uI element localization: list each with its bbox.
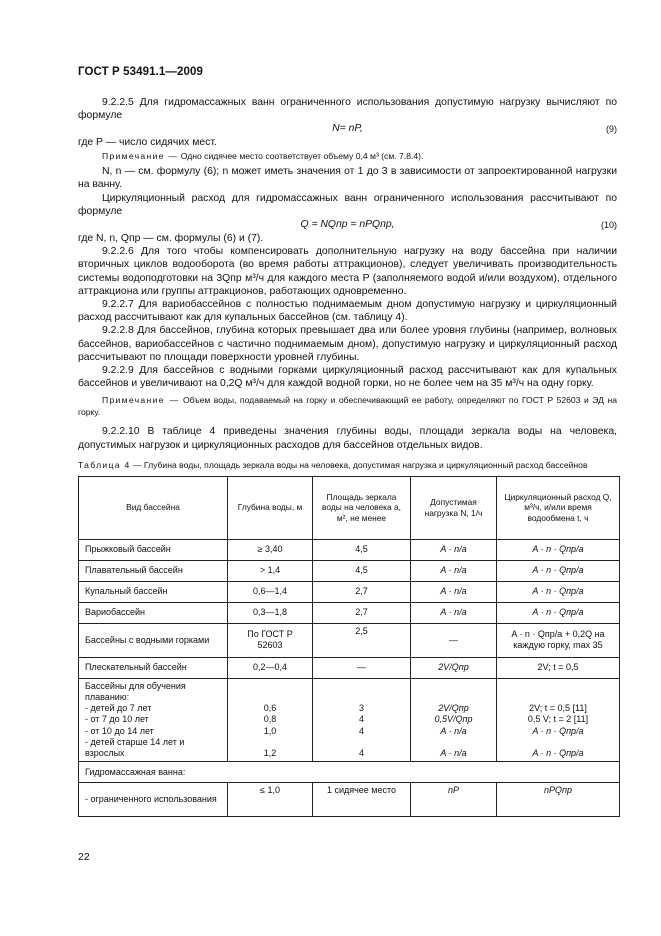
training-flow: 2V; t = 0,5 [11] (529, 703, 587, 714)
table-row-training (79, 678, 620, 761)
training-depth: 1,0 (263, 725, 277, 736)
table-row (79, 657, 620, 678)
cell-flow: A · n · Qпр/a (497, 560, 620, 581)
header-area: Площадь зеркала воды на человека a, м², не менее (313, 476, 411, 539)
table-caption (78, 460, 617, 471)
note-label: Примечание — (102, 150, 179, 161)
table-row (79, 560, 620, 581)
training-depth: 0,8 (263, 714, 277, 725)
cell-flow: 2V; t = 0,5 (497, 657, 620, 678)
cell-depth: ≥ 3,40 (228, 539, 313, 560)
cell-flow: nPQпр (497, 783, 620, 817)
table-row (79, 602, 620, 623)
header-load: Допустимая нагрузка N, 1/ч (411, 476, 497, 539)
cell-flow: A · n · Qпр/a + 0,2Q на каждую горку, max 35 (497, 623, 620, 657)
note-label: Примечание — (102, 395, 180, 406)
table-row-hydro-title (79, 762, 620, 783)
formula-9 (78, 122, 617, 136)
table-header-row (79, 476, 620, 539)
training-area: 4 (358, 747, 364, 758)
training-flow: A · n · Qпр/a (532, 747, 584, 758)
note-seat-volume (78, 151, 617, 163)
cell-training-types (79, 678, 228, 761)
cell-area: 4,5 (313, 539, 411, 560)
cell-depth: По ГОСТ Р 52603 (228, 623, 313, 657)
document-body (78, 96, 617, 817)
table-row (79, 539, 620, 560)
cell-pool-type: Купальный бассейн (79, 581, 228, 602)
header-depth: Глубина воды, м (228, 476, 313, 539)
cell-flow: A · n · Qпр/a (497, 602, 620, 623)
cell-load: — (411, 623, 497, 657)
table-caption-text: — Глубина воды, площадь зеркала воды на человека, допустимая нагрузка и циркуляционный расход бассейнов (130, 459, 588, 470)
note-slide-water (78, 395, 617, 418)
table-row (79, 623, 620, 657)
training-load: A · n/a (440, 747, 467, 758)
circulation-intro: Циркуляционный расход для гидромассажных ванн ограниченного использования рассчитывают по формуле (78, 192, 617, 217)
header-pool-type: Вид бассейна (79, 476, 228, 539)
cell-flow: A · n · Qпр/a (497, 539, 620, 560)
formula-10 (78, 218, 617, 232)
cell-pool-type: Бассейны с водными горками (79, 623, 228, 657)
formula-9-expression: N= nP, (332, 123, 363, 135)
formula-10-number: (10) (600, 219, 617, 230)
section-9-2-2-6: 9.2.2.6 Для того чтобы компенсировать дополнительную нагрузку на воду бассейна при наличии вторичных циклов водооборота (во время работы аттракционов), следует увеличивать производительность системы водоподготовки на 3Qпр м³/ч для каждого места P (заполняемого водой и/или воздухом), отдельного аттракциона или группы аттракционов, работающих одновременно. (78, 246, 617, 297)
cell-pool-type: - ограниченного использования (79, 783, 228, 817)
cell-hydro-title: Гидромассажная ванна: (79, 762, 620, 783)
section-9-2-2-5: 9.2.2.5 Для гидромассажных ванн ограниченного использования допустимую нагрузку вычисляют по формуле (78, 97, 617, 122)
cell-depth: 0,2—0,4 (228, 657, 313, 678)
training-area: 4 (358, 714, 364, 725)
training-flow: 0,5 V; t = 2 [11] (527, 714, 589, 725)
training-area: 3 (358, 703, 364, 714)
section-9-2-2-9: 9.2.2.9 Для бассейнов с водными горками циркуляционный расход рассчитывают как для купальных бассейнов и увеличивают на 0,2Q м³/ч для каждой водной горки, но не более чем на 35 м³/ч на одну горку. (78, 364, 617, 390)
cell-area: 2,5 (313, 623, 411, 657)
cell-pool-type: Плавательный бассейн (79, 560, 228, 581)
cell-depth: 0,3—1,8 (228, 602, 313, 623)
cell-pool-type: Прыжковый бассейн (79, 539, 228, 560)
cell-depth: > 1,4 (228, 560, 313, 581)
cell-load: A · n/a (411, 539, 497, 560)
cell-load: A · n/a (411, 581, 497, 602)
training-title: Бассейны для обучения плаванию: (85, 680, 186, 702)
header-flow: Циркуляционный расход Q, м³/ч, и/или время водообмена t, ч (497, 476, 620, 539)
table-row (79, 783, 620, 817)
page-number: 22 (78, 851, 90, 863)
training-load: A · n/a (440, 725, 467, 736)
table-row (79, 581, 620, 602)
formula-10-where: где N, n, Qпр — см. формулы (6) и (7). (78, 232, 264, 244)
section-9-2-2-7: 9.2.2.7 Для вариобассейнов с полностью поднимаемым дном допустимую нагрузку и циркуляционный расход рассчитывают как для купальных бассейнов (см. таблицу 4). (78, 298, 617, 324)
cell-training-depth (228, 678, 313, 761)
note-text: Одно сидячее место соответствует объему 0,4 м³ (см. 7.8.4). (180, 150, 424, 161)
training-load: 2V/Qпр (438, 703, 469, 714)
cell-area: 2,7 (313, 602, 411, 623)
cell-training-flow (497, 678, 620, 761)
training-flow: A · n · Qпр/a (532, 725, 584, 736)
cell-area: — (313, 657, 411, 678)
cell-training-area (313, 678, 411, 761)
table-caption-label: Таблица 4 (78, 459, 131, 470)
training-item: - от 7 до 10 лет (85, 714, 149, 725)
training-load: 0,5V/Qпр (434, 714, 473, 725)
cell-pool-type: Вариобассейн (79, 602, 228, 623)
cell-training-load (411, 678, 497, 761)
cell-load: nP (411, 783, 497, 817)
note-text: Объем воды, подаваемый на горку и обеспечивающий ее работу, определяют по ГОСТ Р 52603 и ЭД на горку. (78, 395, 617, 417)
training-item: - детей старше 14 лет и взрослых (85, 736, 185, 758)
training-depth: 0,6 (263, 703, 277, 714)
pool-table (78, 476, 620, 817)
formula-10-expression: Q = NQпр = nPQпр, (300, 218, 395, 230)
training-area: 4 (358, 725, 364, 736)
formula-9-number: (9) (606, 124, 617, 135)
cell-flow: A · n · Qпр/a (497, 581, 620, 602)
cell-load: 2V/Qпр (411, 657, 497, 678)
cell-load: A · n/a (411, 560, 497, 581)
n-definition: N, n — см. формулу (6); n может иметь значения от 1 до 3 в зависимости от запроектированной нагрузки на ванну. (78, 166, 617, 191)
section-9-2-2-10: 9.2.2.10 В таблице 4 приведены значения глубины воды, площади зеркала воды на человека, допустимых нагрузок и циркуляционных расходов для бассейнов отдельных видов. (78, 426, 617, 451)
section-9-2-2-8: 9.2.2.8 Для бассейнов, глубина которых превышает два или более уровня глубины (например, волновых бассейнов, вариобассейнов с частично поднимаемым дном), допустимую нагрузку и циркуляционный расход рассчитывают по площади поверхности уровней глубины. (78, 325, 617, 363)
training-item: - детей до 7 лет (85, 703, 152, 714)
cell-depth: 0,6—1,4 (228, 581, 313, 602)
cell-pool-type: Плескательный бассейн (79, 657, 228, 678)
cell-area: 4,5 (313, 560, 411, 581)
cell-area: 2,7 (313, 581, 411, 602)
document-header: ГОСТ Р 53491.1—2009 (78, 66, 203, 78)
cell-area: 1 сидячее место (313, 783, 411, 817)
training-depth: 1,2 (263, 747, 277, 758)
cell-depth: ≤ 1,0 (228, 783, 313, 817)
cell-load: A · n/a (411, 602, 497, 623)
training-item: - от 10 до 14 лет (85, 725, 154, 736)
formula-9-where: где P — число сидячих мест. (78, 137, 217, 149)
